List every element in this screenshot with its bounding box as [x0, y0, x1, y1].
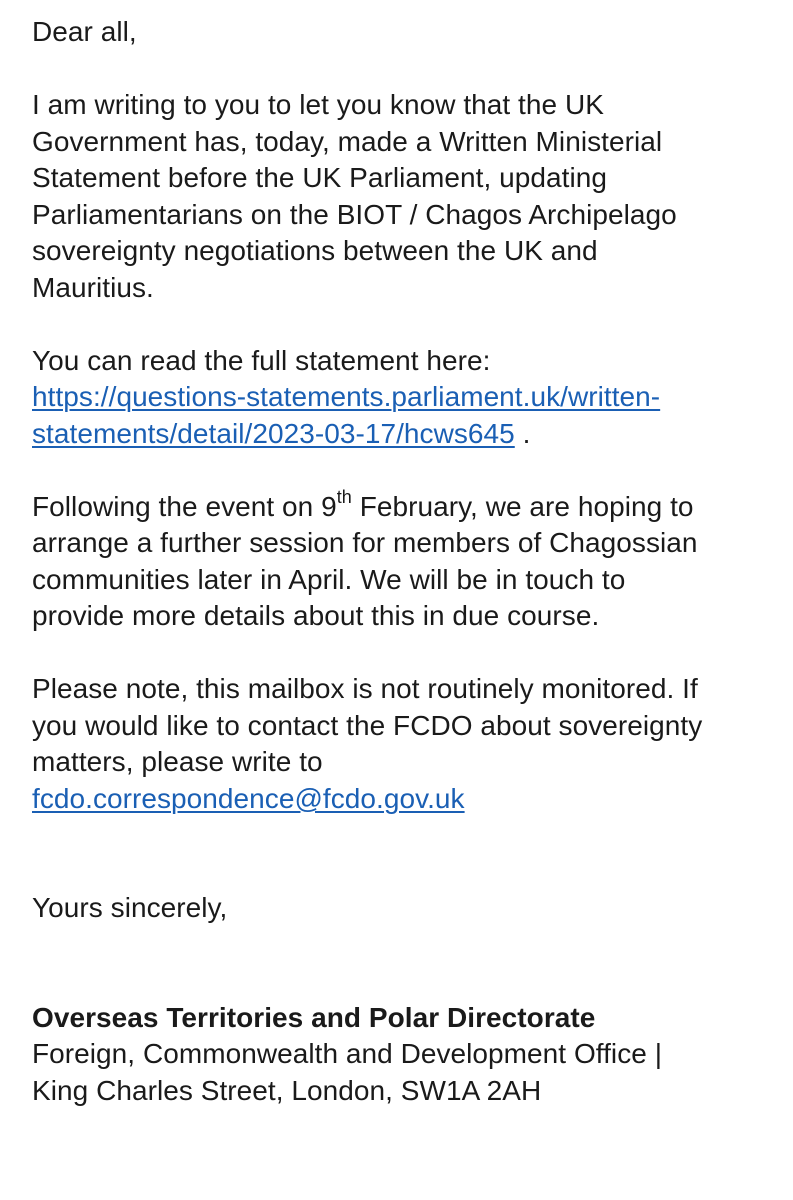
paragraph-line: matters, please write to — [32, 746, 323, 777]
closing: Yours sincerely, — [32, 892, 228, 923]
paragraph-line: sovereignty negotiations between the UK and — [32, 235, 598, 266]
statement-link-line — [32, 379, 773, 416]
correspondence-email-link[interactable]: fcdo.correspondence@fcdo.gov.uk — [32, 782, 465, 814]
greeting: Dear all, — [32, 16, 137, 47]
paragraph-line: You can read the full statement here: — [32, 344, 491, 376]
paragraph-line: Mauritius. — [32, 271, 154, 303]
paragraph-line — [32, 489, 773, 526]
link-trailing-text: . — [514, 417, 531, 449]
paragraph-line: arrange a further session for members of Chagossian — [32, 527, 698, 558]
paragraph-line: Statement before the UK Parliament, updating — [32, 162, 607, 193]
signature-directorate: Overseas Territories and Polar Directorate — [32, 1001, 596, 1033]
paragraph-line: Government has, today, made a Written Ministerial — [32, 125, 663, 157]
paragraph-line: you would like to contact the FCDO about sovereignty — [32, 709, 703, 741]
paragraph-gap — [32, 635, 773, 672]
paragraph-statement-notice — [32, 87, 773, 306]
paragraph-gap — [32, 51, 773, 88]
paragraph-further-session — [32, 489, 773, 635]
paragraph-text: Following the event on 9 — [32, 490, 337, 522]
paragraph-line: Parliamentarians on the BIOT / Chagos Archipelago — [32, 198, 677, 230]
signature-office: Foreign, Commonwealth and Development Office | — [32, 1038, 663, 1069]
statement-link-line — [32, 416, 773, 453]
paragraph-line: I am writing to you to let you know that the UK — [32, 89, 604, 120]
paragraph-statement-link — [32, 343, 773, 453]
paragraph-text: February, we are hoping to — [351, 490, 694, 522]
paragraph-gap — [32, 452, 773, 489]
signature-block — [32, 1000, 773, 1110]
paragraph-gap — [32, 927, 773, 1000]
paragraph-line: Please note, this mailbox is not routinely monitored. If — [32, 673, 698, 704]
signature-address: King Charles Street, London, SW1A 2AH — [32, 1074, 542, 1106]
statement-link[interactable]: https://questions-statements.parliament.uk/written- — [32, 381, 661, 412]
ordinal-suffix: th — [336, 487, 352, 508]
statement-link-continued[interactable]: statements/detail/2023-03-17/hcws645 — [32, 417, 515, 449]
paragraph-mailbox-note — [32, 671, 773, 817]
paragraph-gap — [32, 817, 773, 890]
paragraph-gap — [32, 306, 773, 343]
paragraph-line: provide more details about this in due course. — [32, 600, 600, 631]
email-link-line — [32, 781, 773, 818]
paragraph-line: communities later in April. We will be in touch to — [32, 563, 626, 595]
